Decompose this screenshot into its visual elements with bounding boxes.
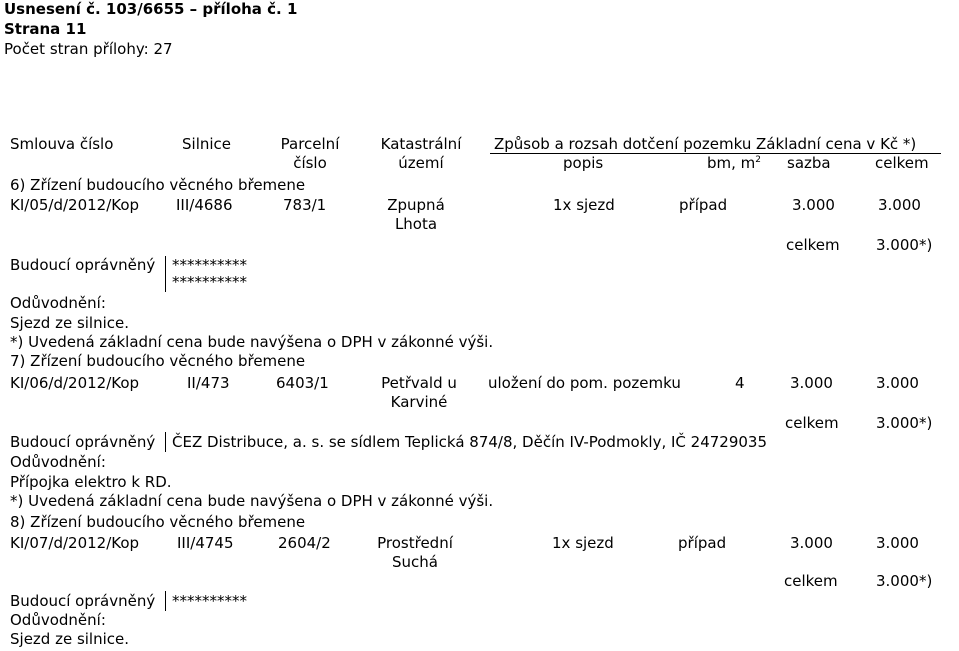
- col-parcel-header-2: číslo: [293, 154, 327, 172]
- section-6-parcel: 783/1: [283, 196, 327, 214]
- col-base-price-header: Základní cena v Kč *): [756, 135, 917, 153]
- section-7-beneficiary-divider: [165, 432, 166, 452]
- col-description-header: popis: [563, 154, 604, 172]
- section-6-title: 6) Zřízení budoucího věcného břemene: [10, 176, 306, 194]
- col-unit-header: bm, $m^2$: [707, 154, 762, 172]
- section-8-contract: KI/07/d/2012/Kop: [10, 534, 140, 552]
- section-6-reason-label: Odůvodnění:: [10, 294, 106, 312]
- section-6-description: 1x sjezd: [553, 196, 615, 214]
- section-7-road: II/473: [187, 374, 230, 392]
- col-parcel-header-1: Parcelní: [280, 135, 340, 153]
- section-6-reason: Sjezd ze silnice.: [10, 314, 130, 332]
- section-7-beneficiary-label: Budoucí oprávněný: [10, 433, 156, 451]
- section-8-beneficiary: **********: [172, 592, 247, 610]
- col-cadastral-header-1: Katastrální: [380, 135, 462, 153]
- section-6-vat-note: *) Uvedená základní cena bude navýšena o DPH v zákonné výši.: [10, 333, 494, 351]
- section-6-total: 3.000: [878, 196, 921, 214]
- section-8-parcel: 2604/2: [278, 534, 331, 552]
- section-7-parcel: 6403/1: [276, 374, 329, 392]
- section-7-cadastral-1: Petřvald u: [381, 374, 457, 392]
- section-7-contract: KI/06/d/2012/Kop: [10, 374, 140, 392]
- section-7-sum-value: 3.000*): [876, 414, 933, 432]
- section-7-description: uložení do pom. pozemku: [488, 374, 681, 392]
- section-8-beneficiary-label: Budoucí oprávněný: [10, 592, 156, 610]
- section-7-reason: Přípojka elektro k RD.: [10, 473, 172, 491]
- col-rate-header: sazba: [787, 154, 831, 172]
- section-8-rate: 3.000: [790, 534, 833, 552]
- section-6-beneficiary-label: Budoucí oprávněný: [10, 256, 156, 274]
- section-8-beneficiary-divider: [165, 591, 166, 611]
- section-8-reason: Sjezd ze silnice.: [10, 630, 130, 648]
- section-8-reason-label: Odůvodnění:: [10, 611, 106, 629]
- section-8-cadastral-2: Suchá: [392, 553, 438, 571]
- section-8-sum-label: celkem: [784, 572, 838, 590]
- section-8-unit: případ: [678, 534, 727, 552]
- section-6-beneficiary-divider: [165, 256, 166, 292]
- section-8-description: 1x sjezd: [552, 534, 614, 552]
- resolution-title: Usnesení č. 103/6655 – příloha č. 1: [4, 0, 298, 18]
- section-7-beneficiary: ČEZ Distribuce, a. s. se sídlem Teplická 874/8, Děčín IV-Podmokly, IČ 24729035: [172, 433, 768, 451]
- section-6-beneficiary-1: **********: [172, 256, 247, 274]
- section-6-unit: případ: [679, 196, 728, 214]
- section-7-total: 3.000: [876, 374, 919, 392]
- section-7-cadastral-2: Karviné: [390, 393, 448, 411]
- section-7-vat-note: *) Uvedená základní cena bude navýšena o DPH v zákonné výši.: [10, 492, 494, 510]
- col-contract-header: Smlouva číslo: [10, 135, 114, 153]
- section-8-road: III/4745: [177, 534, 234, 552]
- section-8-title: 8) Zřízení budoucího věcného břemene: [10, 513, 306, 531]
- col-method-header: Způsob a rozsah dotčení pozemku: [494, 135, 752, 153]
- col-cadastral-header-2: území: [398, 154, 444, 172]
- section-7-title: 7) Zřízení budoucího věcného břemene: [10, 352, 306, 370]
- section-6-sum-value: 3.000*): [876, 236, 933, 254]
- section-7-reason-label: Odůvodnění:: [10, 453, 106, 471]
- section-7-rate: 3.000: [790, 374, 833, 392]
- col-total-header: celkem: [875, 154, 929, 172]
- section-8-cadastral-1: Prostřední: [377, 534, 453, 552]
- section-6-cadastral-2: Lhota: [394, 215, 438, 233]
- attachment-page-count: Počet stran přílohy: 27: [4, 40, 173, 58]
- section-6-cadastral-1: Zpupná: [387, 196, 445, 214]
- col-road-header: Silnice: [182, 135, 232, 153]
- section-7-sum-label: celkem: [785, 414, 839, 432]
- section-6-beneficiary-2: **********: [172, 273, 247, 291]
- section-6-sum-label: celkem: [786, 236, 840, 254]
- section-6-rate: 3.000: [792, 196, 835, 214]
- section-7-unit: 4: [735, 374, 745, 392]
- section-8-total: 3.000: [876, 534, 919, 552]
- section-6-road: III/4686: [176, 196, 233, 214]
- page-number: Strana 11: [4, 20, 87, 38]
- section-6-contract: KI/05/d/2012/Kop: [10, 196, 140, 214]
- section-8-sum-value: 3.000*): [876, 572, 933, 590]
